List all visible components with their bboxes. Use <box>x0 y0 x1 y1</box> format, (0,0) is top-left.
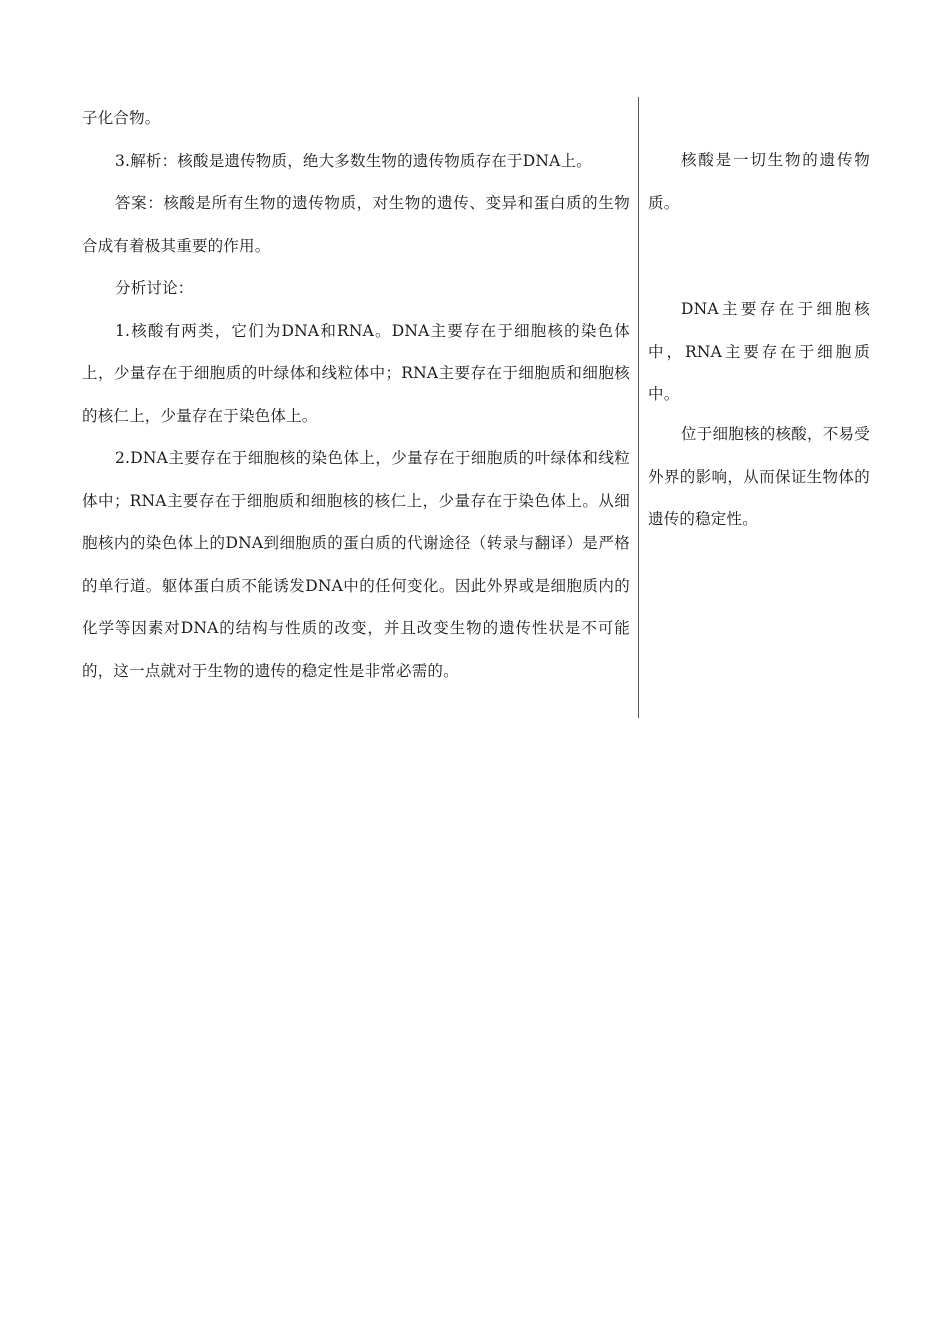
paragraph-answer: 答案：核酸是所有生物的遗传物质，对生物的遗传、变异和蛋白质的生物合成有着极其重要的作用。 <box>82 194 630 255</box>
paragraph-discussion-1: 1.核酸有两类，它们为DNA和RNA。DNA主要存在于细胞核的染色体上，少量存在于细胞质的叶绿体和线粒体中；RNA主要存在于细胞质和细胞核的核仁上，少量存在于染色体上。 <box>82 321 630 425</box>
side-note-1: 核酸是一切生物的遗传物质。 <box>648 151 870 212</box>
paragraph-analysis-3: 3.解析：核酸是遗传物质，绝大多数生物的遗传物质存在于DNA上。 <box>115 151 592 170</box>
paragraph-discussion-heading: 分析讨论： <box>115 279 194 297</box>
paragraph-continuation: 子化合物。 <box>82 109 161 127</box>
paragraph-discussion-2: 2.DNA主要存在于细胞核的染色体上，少量存在于细胞质的叶绿体和线粒体中；RNA主要存在于细胞质和细胞核的核仁上，少量存在于染色体上。从细胞核内的染色体上的DNA到细胞质的蛋白质的代谢途径（转录与翻译）是严格的单行道。躯体蛋白质不能诱发DNA中的任何变化。因此外界或是细胞质内的化学等因素对DNA的结构与性质的改变，并且改变生物的遗传性状是不可能的，这一点就对于生物的遗传的稳定性是非常必需的。 <box>82 449 630 680</box>
main-column <box>82 97 630 692</box>
column-divider <box>638 97 639 718</box>
side-note-3: 位于细胞核的核酸，不易受外界的影响，从而保证生物体的遗传的稳定性。 <box>648 425 870 528</box>
two-column-table <box>82 97 872 718</box>
side-note-2: DNA主要存在于细胞核中，RNA主要存在于细胞质中。 <box>648 300 870 403</box>
